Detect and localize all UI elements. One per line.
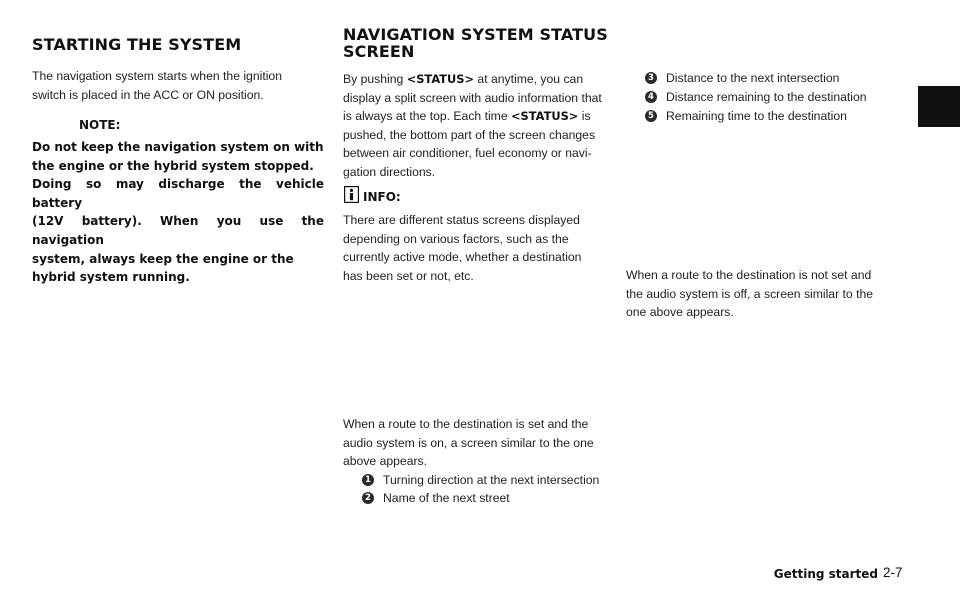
status-line: pushed, the bottom part of the screen changes [343,127,596,142]
status-key: <STATUS> [406,72,475,86]
intro-line: The navigation system starts when the ignition [32,69,282,83]
note-line: Doing so may discharge the vehicle battery [32,177,324,210]
section-heading-status-line1: NAVIGATION SYSTEM STATUS [343,25,608,44]
route-not-set-line: When a route to the destination is not set and [626,268,872,282]
section-heading-starting: STARTING THE SYSTEM [32,35,242,54]
route-set-paragraph [343,415,617,471]
callout-number: 1 [362,474,374,486]
note-line: system, always keep the engine or the [32,251,294,266]
route-not-set-line: one above appears. [626,305,734,320]
status-paragraph [343,70,617,182]
chapter-tab-marker [918,86,960,127]
callout-item-2 [362,489,510,507]
callout-item-1 [362,471,599,489]
callout-text: Distance to the next intersection [666,71,840,85]
callout-text: Remaining time to the destination [666,109,847,123]
route-not-set-line: the audio system is off, a screen similar to the [626,286,874,301]
callout-number: 2 [362,492,374,504]
note-line: hybrid system running. [32,270,190,285]
info-line: currently active mode, whether a destination [343,250,582,265]
callout-item-4 [645,88,867,106]
status-key: <STATUS> [511,109,579,124]
info-paragraph [343,211,617,285]
note-line: the engine or the hybrid system stopped. [32,158,314,173]
route-not-set-paragraph [626,266,900,322]
info-line: has been set or not, etc. [343,268,474,283]
route-set-line: audio system is on, a screen similar to the one [343,435,594,450]
status-line: is always at the top. Each time <STATUS> is [343,109,591,124]
callout-item-5 [645,107,847,125]
status-line: display a split screen with audio information that [343,90,602,105]
note-line: Do not keep the navigation system on with [32,140,324,154]
footer-section-title: Getting started [773,567,878,581]
status-line: By pushing <STATUS> at anytime, you can [343,72,584,86]
intro-paragraph [32,67,324,104]
info-icon [344,186,359,203]
callout-text: Turning direction at the next intersection [383,473,600,487]
section-heading-status-line2: SCREEN [343,42,415,61]
status-line: between air conditioner, fuel economy or navi- [343,146,592,161]
callout-text: Distance remaining to the destination [666,90,867,104]
info-label: INFO: [363,190,401,204]
note-label: NOTE: [79,118,121,132]
callout-text: Name of the next street [383,491,510,505]
note-line: (12V battery). When you use the navigation [32,214,324,247]
status-line: gation directions. [343,164,436,179]
callout-number: 3 [645,72,657,84]
note-body [32,138,324,287]
callout-item-3 [645,69,839,87]
route-set-line: When a route to the destination is set and the [343,417,589,431]
route-set-line: above appears. [343,454,428,469]
callout-number: 5 [645,110,657,122]
page-number: 2-7 [883,565,903,580]
info-line: depending on various factors, such as the [343,231,569,246]
info-line: There are different status screens displayed [343,213,580,227]
intro-line: switch is placed in the ACC or ON position. [32,87,264,102]
callout-number: 4 [645,91,657,103]
